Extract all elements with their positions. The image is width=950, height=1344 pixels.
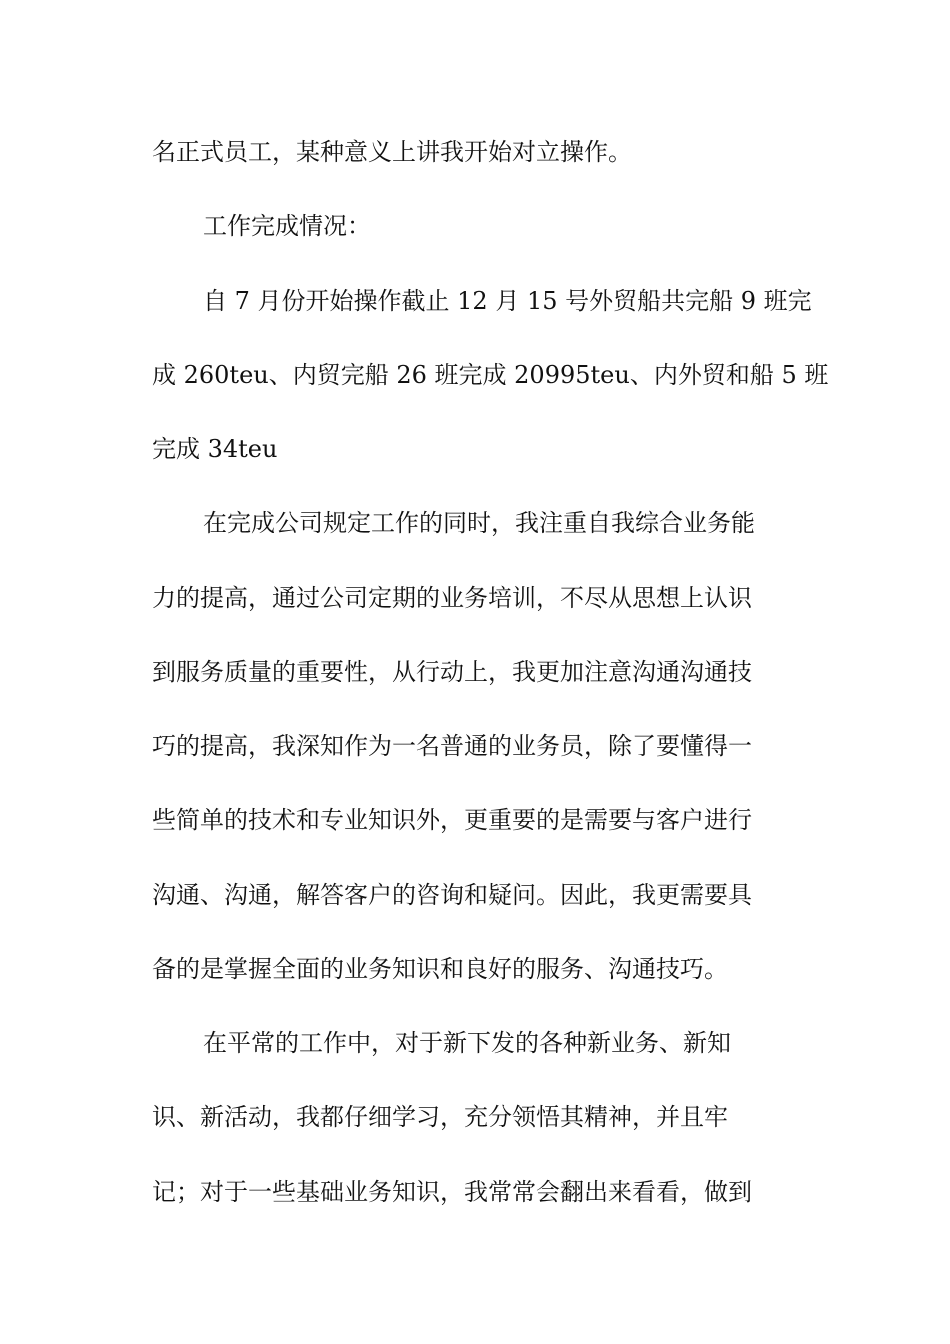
text-line: 在完成公司规定工作的同时，我注重自我综合业务能 xyxy=(203,509,755,537)
text-line: 完成 34teu xyxy=(152,435,278,463)
text-line: 成 260teu、内贸完船 26 班完成 20995teu、内外贸和船 5 班 xyxy=(152,361,829,389)
text-line: 自 7 月份开始操作截止 12 月 15 号外贸船共完船 9 班完 xyxy=(203,287,812,315)
text-line: 备的是掌握全面的业务知识和良好的服务、沟通技巧。 xyxy=(152,955,728,983)
text-line: 名正式员工，某种意义上讲我开始对立操作。 xyxy=(152,138,632,166)
text-line: 记；对于一些基础业务知识，我常常会翻出来看看，做到 xyxy=(152,1178,752,1206)
text-line: 巧的提高，我深知作为一名普通的业务员，除了要懂得一 xyxy=(152,732,752,760)
text-line: 力的提高，通过公司定期的业务培训，不尽从思想上认识 xyxy=(152,584,752,612)
text-line: 沟通、沟通，解答客户的咨询和疑问。因此，我更需要具 xyxy=(152,881,752,909)
text-line: 些简单的技术和专业知识外，更重要的是需要与客户进行 xyxy=(152,806,752,834)
text-line: 识、新活动，我都仔细学习，充分领悟其精神，并且牢 xyxy=(152,1103,728,1131)
text-line: 到服务质量的重要性，从行动上，我更加注意沟通沟通技 xyxy=(152,658,752,686)
section-heading: 工作完成情况： xyxy=(203,212,371,240)
text-line: 在平常的工作中，对于新下发的各种新业务、新知 xyxy=(203,1029,731,1057)
